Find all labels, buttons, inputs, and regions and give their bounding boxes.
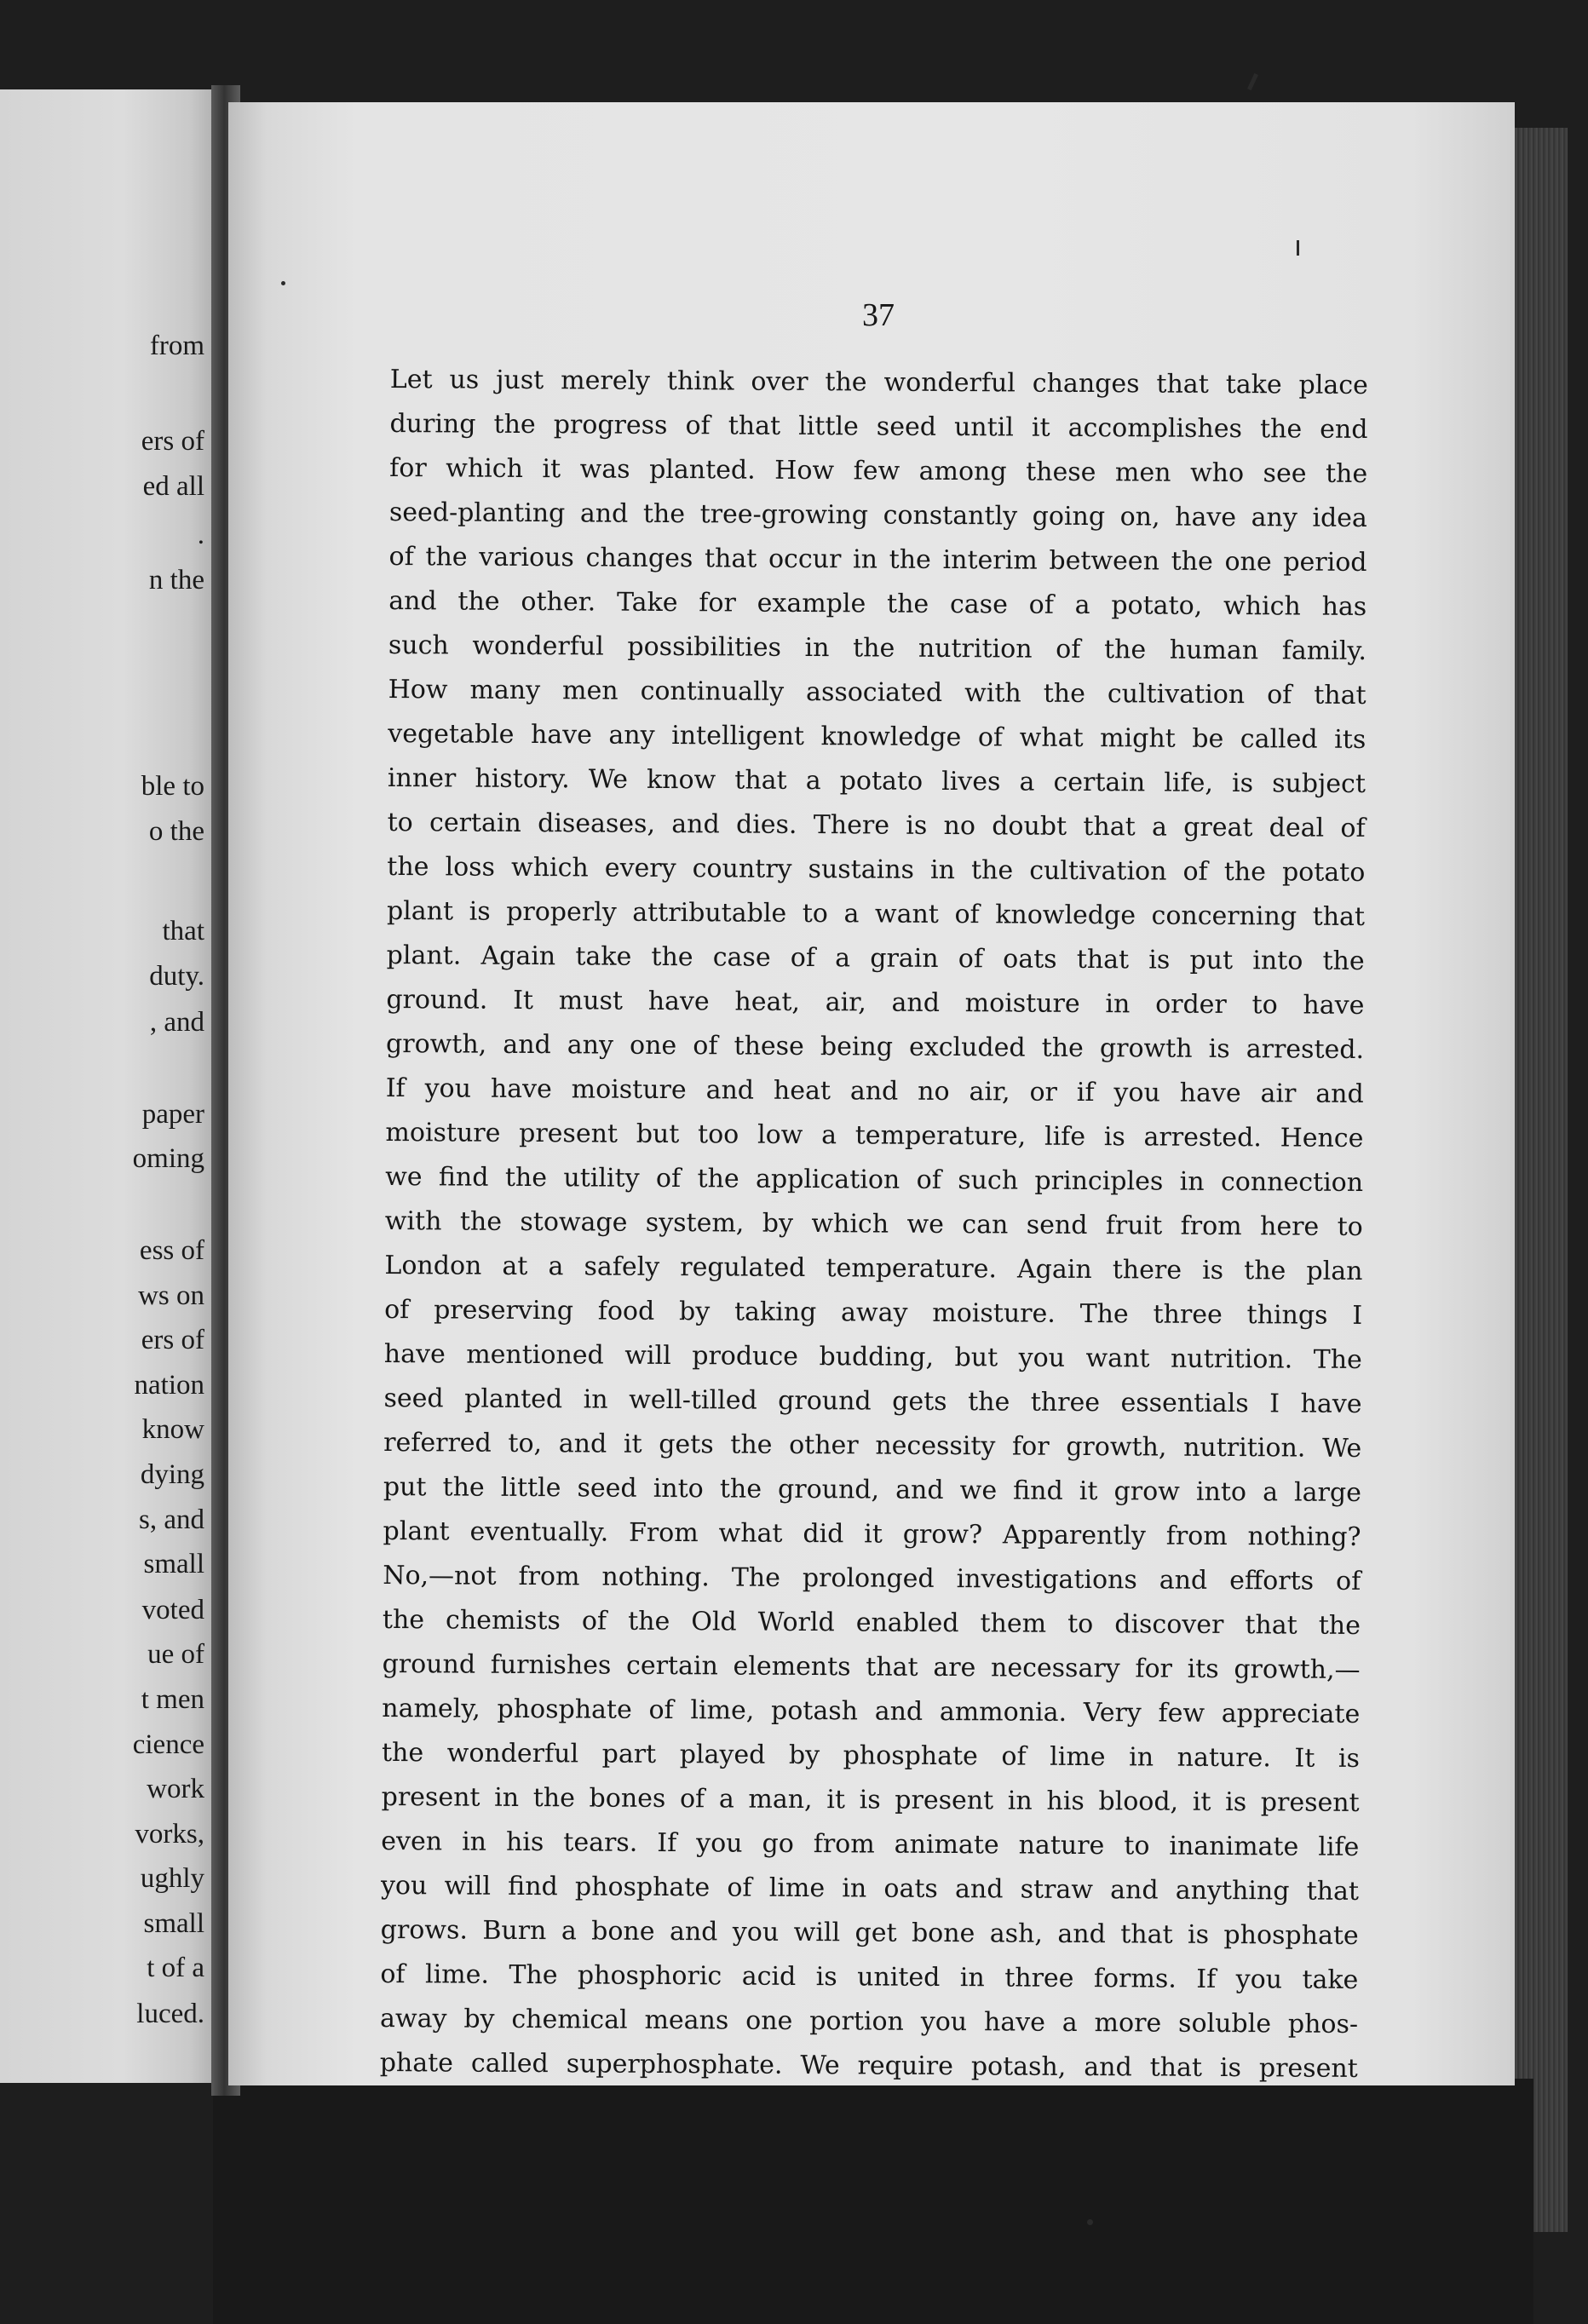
- left-page-text-fragment: .: [197, 520, 204, 550]
- body-text-line: No,—not from nothing. The prolonged investigations and efforts of: [383, 1560, 1361, 1596]
- left-page-text-fragment: paper: [141, 1099, 204, 1130]
- scan-speck: [281, 281, 285, 285]
- body-text-line: referred to, and it gets the other necessity for growth, nutrition. We: [383, 1427, 1362, 1464]
- body-text-line: If you have moisture and heat and no air, or if you have air and: [385, 1073, 1364, 1109]
- body-text-line: with the stowage system, by which we can send fruit from here to: [384, 1205, 1363, 1242]
- left-page-text-fragment: oming: [132, 1143, 204, 1174]
- bottom-shadow: [213, 2079, 1533, 2324]
- body-text-line: for which it was planted. How few among these men who see the: [389, 452, 1368, 490]
- body-text-line: Let us just merely think over the wonderful changes that take place: [389, 364, 1368, 401]
- page-number: 37: [862, 297, 895, 333]
- left-page-text-fragment: vorks,: [135, 1819, 204, 1849]
- left-page-text-fragment: ughly: [140, 1863, 204, 1894]
- left-page-text-fragment: ed all: [142, 471, 204, 502]
- left-page-text-fragment: s, and: [139, 1504, 204, 1535]
- left-page-text-fragment: o the: [148, 816, 204, 847]
- body-text-line: grows. Burn a bone and you will get bone ash, and that is phosphate: [380, 1914, 1359, 1951]
- body-text-line: inner history. We know that a potato lives a certain life, is subject: [387, 762, 1366, 800]
- left-page-text-fragment: n the: [148, 565, 204, 595]
- body-text-line: moisture present but too low a temperature, life is arrested. Hence: [385, 1117, 1364, 1153]
- left-page-text-fragment: work: [147, 1774, 204, 1804]
- body-text-line: and the other. Take for example the case of a potato, which has: [388, 585, 1367, 623]
- body-text-line: of preserving food by taking away moisture. The three things I: [384, 1294, 1363, 1331]
- body-text-line: phate called superphosphate. We require potash, and that is present: [379, 2047, 1358, 2084]
- body-text-line: plant. Again take the case of a grain of oats that is put into the: [386, 940, 1365, 976]
- body-text-line: even in his tears. If you go from animate nature to inanimate life: [381, 1826, 1360, 1862]
- scan-speck: [1247, 73, 1258, 90]
- body-text-line: put the little seed into the ground, and we find it grow into a large: [383, 1471, 1361, 1508]
- scan-speck: [1087, 2219, 1093, 2225]
- left-page-text-fragment: cience: [132, 1729, 204, 1760]
- body-text-line: namely, phosphate of lime, potash and ammonia. Very few appreciate: [382, 1693, 1361, 1729]
- page-body-text: [380, 358, 1368, 2091]
- left-page-text-fragment: ers of: [141, 1325, 204, 1355]
- left-page-text-fragment: t of a: [147, 1953, 204, 1983]
- left-page-text-fragment: nation: [134, 1370, 204, 1401]
- body-text-line: seed-planting and the tree-growing constantly going on, have any idea: [388, 497, 1367, 534]
- left-page-text-fragment: know: [141, 1414, 204, 1445]
- body-text-line: plant eventually. From what did it grow? Apparently from nothing?: [383, 1516, 1361, 1552]
- body-text-line: the chemists of the Old World enabled them to discover that the: [382, 1604, 1361, 1641]
- left-page-text-fragment: that: [162, 916, 204, 946]
- body-text-line: to certain diseases, and dies. There is no doubt that a great deal of: [387, 807, 1366, 844]
- body-text-line: seed planted in well-tilled ground gets the three essentials I have: [383, 1383, 1362, 1419]
- left-page-text-fragment: ue of: [147, 1639, 204, 1670]
- body-text-line: we find the utility of the application of such principles in connection: [385, 1161, 1364, 1198]
- left-page-text-fragment: , and: [149, 1007, 204, 1038]
- body-text-line: such wonderful possibilities in the nutrition of the human family.: [388, 630, 1367, 667]
- left-page-text-fragment: duty.: [149, 961, 204, 992]
- left-page-text-fragment: ws on: [138, 1280, 204, 1311]
- body-text-line: plant is properly attributable to a want of knowledge concerning that: [386, 895, 1366, 933]
- body-text-line: of the various changes that occur in the interim between the one period: [388, 541, 1367, 578]
- left-page-text-fragment: small: [143, 1549, 204, 1579]
- body-text-line: growth, and any one of these being excluded the growth is arrested.: [385, 1028, 1365, 1065]
- left-page-text-fragment: voted: [141, 1595, 204, 1625]
- body-text-line: have mentioned will produce budding, but you want nutrition. The: [383, 1338, 1362, 1375]
- left-page-text-fragment: ess of: [139, 1235, 204, 1266]
- body-text-line: vegetable have any intelligent knowledge of what might be called its: [388, 718, 1366, 756]
- body-text-line: present in the bones of a man, it is present in his blood, it is present: [381, 1781, 1360, 1818]
- left-page-text-fragment: small: [143, 1908, 204, 1939]
- body-text-line: How many men continually associated with the cultivation of that: [388, 674, 1366, 711]
- body-text-line: of lime. The phosphoric acid is united in three forms. If you take: [380, 1959, 1359, 1995]
- body-text-line: ground. It must have heat, air, and moisture in order to have: [386, 984, 1365, 1021]
- left-page-text-fragment: t men: [141, 1684, 204, 1715]
- page-edges: [1515, 128, 1568, 2232]
- left-page-text-fragment: luced.: [136, 1999, 204, 2029]
- left-page-text-fragment: dying: [140, 1459, 204, 1490]
- left-page-text-fragment: ers of: [141, 426, 204, 457]
- body-text-line: you will find phosphate of lime in oats and straw and anything that: [380, 1870, 1360, 1907]
- left-page-text-fragment: from: [149, 331, 204, 361]
- body-text-line: the loss which every country sustains in the cultivation of the potato: [387, 851, 1366, 889]
- body-text-line: the wonderful part played by phosphate of lime in nature. It is: [381, 1737, 1361, 1774]
- scan-speck: [1297, 240, 1299, 256]
- body-text-line: ground furnishes certain elements that are necessary for its growth,—: [382, 1648, 1361, 1685]
- left-page-text-fragment: ble to: [141, 771, 204, 802]
- body-text-line: away by chemical means one portion you have a more soluble phos-: [379, 2003, 1359, 2039]
- body-text-line: during the progress of that little seed until it accomplishes the end: [389, 408, 1368, 446]
- body-text-line: London at a safely regulated temperature. Again there is the plan: [384, 1250, 1363, 1286]
